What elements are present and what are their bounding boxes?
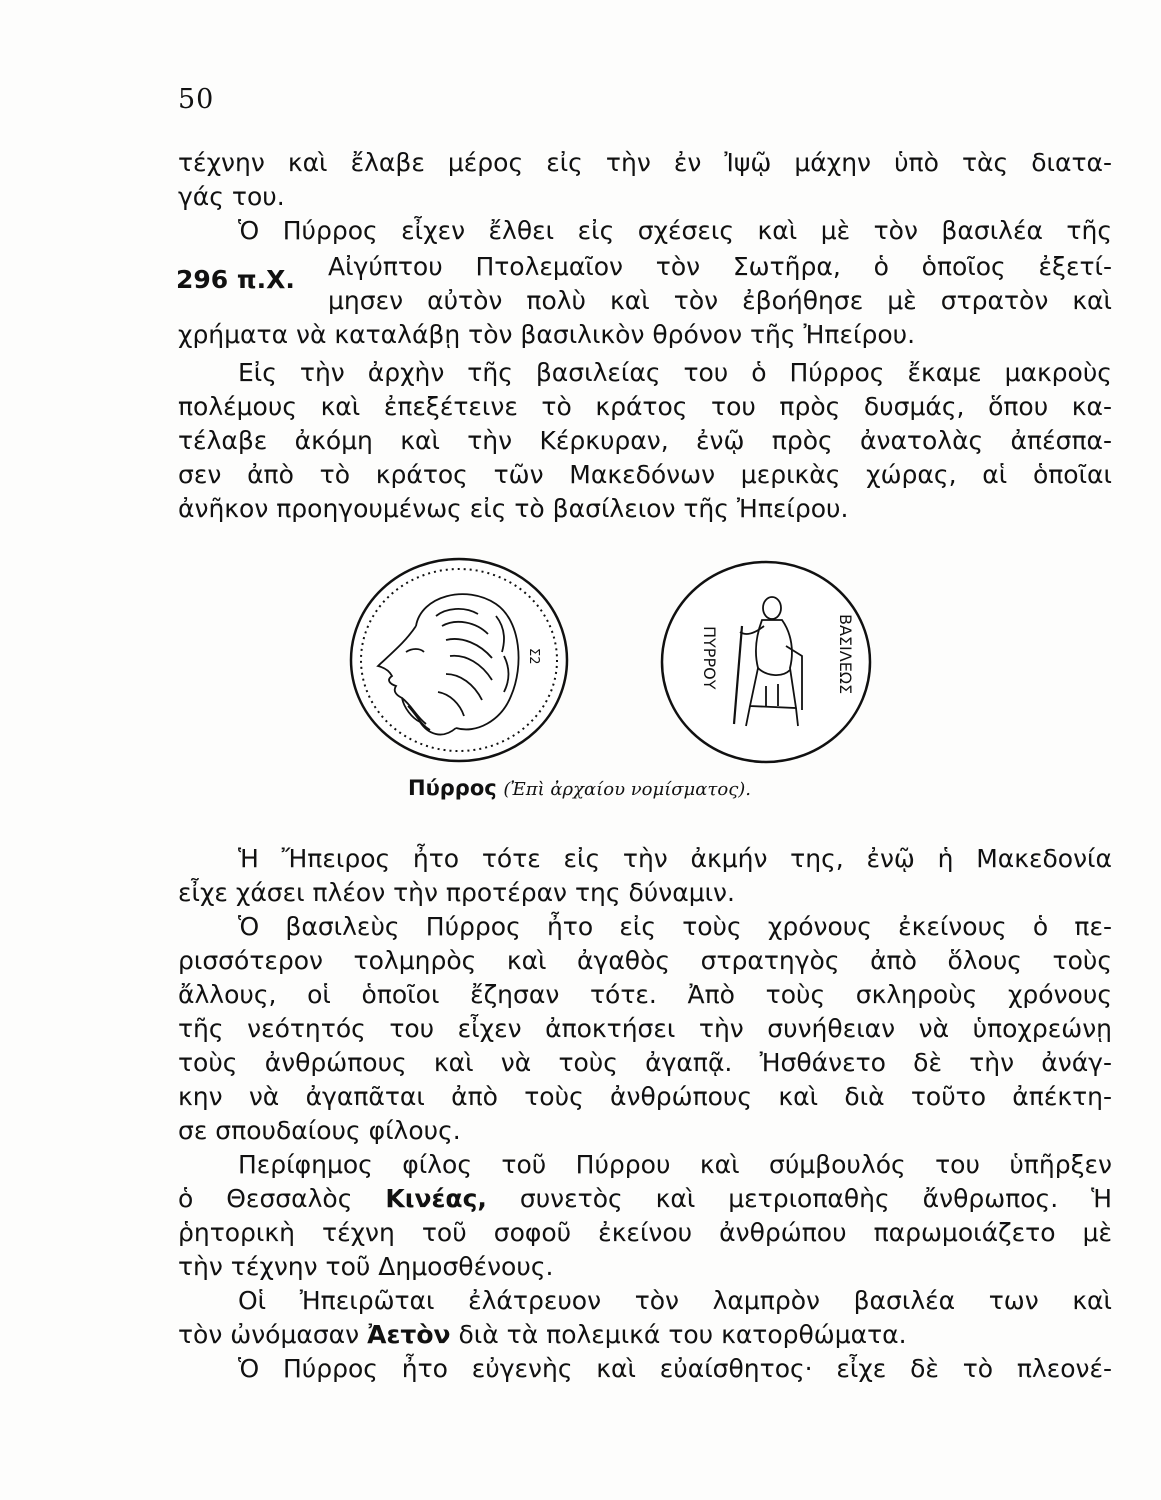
- text-line: τέχνην καὶ ἔλαβε μέρος εἰς τὴν ἐν Ἰψῷ μάχην ὑπὸ τὰς διατα-: [178, 148, 1112, 177]
- text-line: γάς του.: [178, 182, 285, 211]
- text-line: Ὁ βασιλεὺς Πύρρος ἦτο εἰς τοὺς χρόνους ἐκείνους ὁ πε-: [238, 912, 1112, 941]
- text-line: πολέμους καὶ ἐπεξέτεινε τὸ κράτος του πρὸς δυσμάς, ὅπου κα-: [178, 392, 1112, 421]
- text-line: [178, 1318, 1112, 1352]
- text-line: σεν ἀπὸ τὸ κράτος τῶν Μακεδόνων μερικὰς χώρας, αἱ ὁποῖαι: [178, 460, 1112, 489]
- coin-reverse: [662, 562, 870, 762]
- text-segment: συνετὸς καὶ μετριοπαθὴς ἄνθρωπος. Ἡ: [519, 1184, 1112, 1213]
- text-segment: διὰ τὰ πολεμικά του κατορθώματα.: [458, 1320, 907, 1349]
- svg-text:Σ2: Σ2: [526, 648, 541, 665]
- text-line: ῥητορικὴ τέχνη τοῦ σοφοῦ ἐκείνου ἀνθρώπου παρωμοιάζετο μὲ: [178, 1218, 1112, 1247]
- coin-obverse: [351, 559, 567, 761]
- page-number: 50: [178, 84, 215, 115]
- text-line: τῆς νεότητός του εἶχεν ἀποκτήσει τὴν συνήθειαν νὰ ὑποχρεώνῃ: [178, 1014, 1112, 1043]
- text-line: Ἡ Ἤπειρος ἦτο τότε εἰς τὴν ἀκμήν της, ἐνῷ ἡ Μακεδονία: [238, 844, 1112, 873]
- text-line: ἄλλους, οἱ ὁποῖοι ἔζησαν τότε. Ἀπὸ τοὺς σκληροὺς χρόνους: [178, 980, 1112, 1009]
- text-segment: τὸν ὠνόμασαν: [178, 1320, 360, 1349]
- text-line: Περίφημος φίλος τοῦ Πύρρου καὶ σύμβουλός του ὑπῆρξεν: [238, 1150, 1112, 1179]
- caption-note: (Ἐπὶ ἀρχαίου νομίσματος).: [503, 779, 752, 800]
- text-line: κην νὰ ἀγαπᾶται ἀπὸ τοὺς ἀνθρώπους καὶ διὰ τοῦτο ἀπέκτη-: [178, 1082, 1112, 1111]
- text-line: σε σπουδαίους φίλους.: [178, 1116, 461, 1145]
- coin-legend-left: ΠΥΡΡΟΥ: [700, 626, 719, 690]
- text-line: [178, 1182, 1112, 1216]
- text-line: τέλαβε ἀκόμη καὶ τὴν Κέρκυραν, ἐνῷ πρὸς ἀνατολὰς ἀπέσπα-: [178, 426, 1112, 455]
- text-line: τοὺς ἀνθρώπους καὶ νὰ τοὺς ἀγαπᾷ. Ἠσθάνετο δὲ τὴν ἀνάγ-: [178, 1048, 1112, 1077]
- figure-caption: [408, 776, 751, 800]
- text-line: Ὁ Πύρρος ἦτο εὐγενὴς καὶ εὐαίσθητος· εἶχε δὲ τὸ πλεονέ-: [238, 1354, 1112, 1383]
- text-line: Οἱ Ἠπειρῶται ἐλάτρευον τὸν λαμπρὸν βασιλέα των καὶ: [238, 1286, 1112, 1315]
- caption-name: Πύρρος: [408, 776, 497, 800]
- text-line: Εἰς τὴν ἀρχὴν τῆς βασιλείας του ὁ Πύρρος ἔκαμε μακροὺς: [238, 358, 1112, 387]
- text-line: Αἰγύπτου Πτολεμαῖον τὸν Σωτῆρα, ὁ ὁποῖος ἐξετί-: [328, 252, 1112, 281]
- text-line: μησεν αὐτὸν πολὺ καὶ τὸν ἐβοήθησε μὲ στρατὸν καὶ: [328, 286, 1112, 315]
- coin-legend-right: ΒΑΣΙΛΕΩΣ: [836, 614, 855, 695]
- name-emphasis: Ἀετὸν: [367, 1320, 451, 1349]
- text-segment: ὁ Θεσσαλὸς: [178, 1184, 353, 1213]
- text-line: Ὁ Πύρρος εἶχεν ἔλθει εἰς σχέσεις καὶ μὲ τὸν βασιλέα τῆς: [238, 216, 1112, 245]
- text-line: ἀνῆκον προηγουμένως εἰς τὸ βασίλειον τῆς Ἠπείρου.: [178, 494, 849, 523]
- text-line: τὴν τέχνην τοῦ Δημοσθένους.: [178, 1252, 554, 1281]
- name-emphasis: Κινέας,: [385, 1184, 487, 1213]
- coin-illustration: [346, 556, 886, 768]
- text-line: εἶχε χάσει πλέον τὴν προτέραν της δύναμιν.: [178, 878, 735, 907]
- text-line: χρήματα νὰ καταλάβῃ τὸν βασιλικὸν θρόνον τῆς Ἠπείρου.: [178, 320, 916, 349]
- margin-date-note: 296 π.Χ.: [176, 265, 295, 294]
- text-line: ρισσότερον τολμηρὸς καὶ ἀγαθὸς στρατηγὸς ἀπὸ ὅλους τοὺς: [178, 946, 1112, 975]
